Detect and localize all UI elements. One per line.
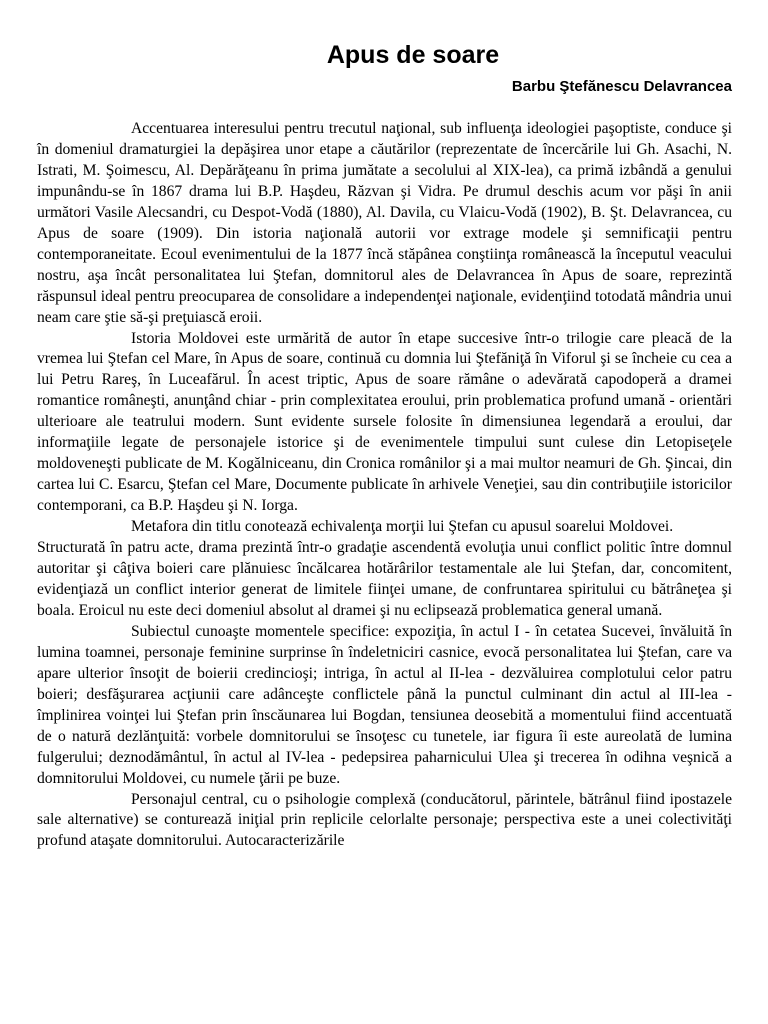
paragraph: Personajul central, cu o psihologie complexă (conducătorul, părintele, bătrânul fiind ipostazele sale alternative) se conturează iniţial prin replicile celorlalte personaje; perspectiva este a unei colectivităţi profund ataşate domnitorului. Autocaracterizările	[37, 790, 732, 850]
page-title: Apus de soare	[326, 41, 500, 69]
paragraph: Subiectul cunoaşte momentele specifice: expoziţia, în actul I - în cetatea Sucevei, învăluită în lumina toamnei, personaje feminine surprinse în îndeletniciri casnice, evocă personalitatea lui Ştefan, care va apare ulterior însoţit de boierii credincioşi; intriga, în actul al II-lea - dezvăluirea complotului celor patru boieri; desfăşurarea acţiunii care adânceşte conflictele până la punctul culminant din actul al III-lea - împlinirea voinţei lui Ştefan prin înscăunarea lui Bogdan, tensiunea deosebită a momentului fiind accentuată de o natură dezlănţuită: vorbele domnitorului se însoţesc cu tunetele, iar figura îi este aureolată de lumina fulgerului; deznodământul, în actul al IV-lea - pedepsirea paharnicului Ulea şi trecerea în odihna veşnică a domnitorului Moldovei, cu numele ţării pe buze.	[37, 622, 732, 787]
document-body	[37, 119, 732, 852]
paragraph: Structurată în patru acte, drama prezintă într-o gradaţie ascendentă evoluţia unui conflict politic între domnul autoritar şi câţiva boieri care plănuiesc încălcarea hotărârilor testamentale ale lui Ştefan, dar, concomitent, evidenţiază un conflict interior generat de limitele fiinţei umane, de confruntarea spiritului cu bătrâneţea şi boala. Eroicul nu este deci domeniul absolut al dramei şi nu eclipsează problematica general umană.	[37, 539, 732, 619]
paragraph: Metafora din titlu conotează echivalenţa morţii lui Ştefan cu apusul soarelui Moldovei.	[131, 518, 674, 536]
paragraph: Istoria Moldovei este urmărită de autor în etape succesive într-o trilogie care pleacă de la vremea lui Ştefan cel Mare, în Apus de soare, continuă cu domnia lui Ştefăniţă în Viforul şi se încheie cu cea a lui Petru Rareş, în Luceafărul. În acest triptic, Apus de soare rămâne o adevărată capodoperă a dramei romantice româneşti, anunţând chiar - prin complexitatea eroului, prin problematica profund umană - orientări ulterioare ale teatrului modern. Sunt evidente sursele folosite în dimensiunea legendară a eroului, dar informaţiile legate de personajele istorice şi de evenimentele timpului sunt culese din Letopiseţele moldoveneşti publicate de M. Kogălniceanu, din Cronica românilor şi a mai multor neamuri de Gh. Şincai, din cartea lui C. Esarcu, Ştefan cel Mare, Documente publicate în arhivele Veneţiei, sau din contribuţiile istoricilor contemporani, ca B.P. Haşdeu şi N. Iorga.	[37, 329, 732, 515]
paragraph: Accentuarea interesului pentru trecutul naţional, sub influenţa ideologiei paşoptiste, conduce şi în domeniul dramaturgiei la depăşirea unor etape a căutărilor (reprezentate de încercările lui Gh. Asachi, N. Istrati, M. Şoimescu, Al. Depărăţeanu în prima jumătate a secolului al XIX-lea), ca primă izbândă a genului impunându-se în 1867 drama lui B.P. Haşdeu, Răzvan şi Vidra. Pe drumul deschis acum vor păşi în anii următori Vasile Alecsandri, cu Despot-Vodă (1880), Al. Davila, cu Vlaicu-Vodă (1902), B. Şt. Delavrancea, cu Apus de soare (1909). Din istoria naţională autorii vor extrage modele şi semnificaţii pentru contemporaneitate. Ecoul evenimentului de la 1877 încă stăpânea conştiinţa românească la începutul veacului nostru, aşa încât personalitatea lui Ştefan, domnitorul ales de Delavrancea în Apus de soare, reprezintă răspunsul ideal pentru preocuparea de consolidare a independenţei naţionale, evidenţiind totodată mândria unui neam care ştie să-şi preţuiască eroii.	[37, 120, 732, 326]
author-name: Barbu Ştefănescu Delavrancea	[511, 78, 732, 95]
